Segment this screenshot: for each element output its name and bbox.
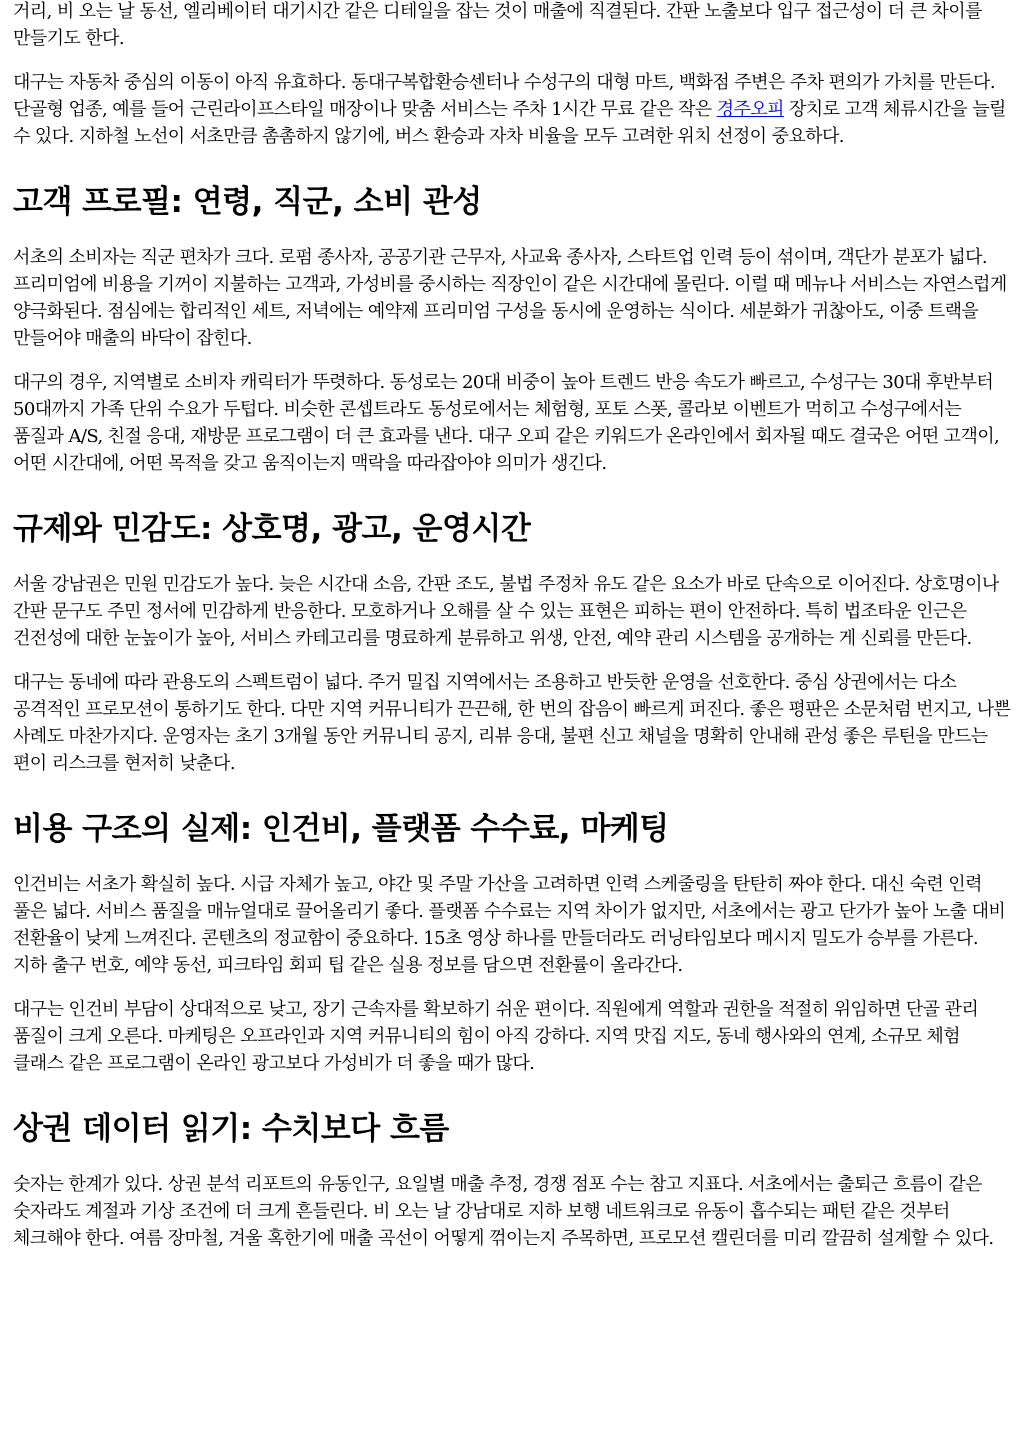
section-paragraph: 숫자는 한계가 있다. 상권 분석 리포트의 유동인구, 요일별 매출 추정, 경쟁 점포 수는 참고 지표다. 서초에서는 출퇴근 흐름이 같은 숫자라도 계절과 기상 조건에 더 크게 흔들린다. 비 오는 날 강남대로 지하 보행 네트워크로 유동이 흡수되는 패턴 같은 것부터 체크해야 한다. 여름 장마철, 겨울 혹한기에 매출 곡선이 어떻게 꺾이는지 주목하면, 프로모션 캘린더를 미리 깔끔히 설계할 수 있다. (13, 1174, 994, 1249)
section-paragraph: 서초의 소비자는 직군 편차가 크다. 로펌 종사자, 공공기관 근무자, 사교육 종사자, 스타트업 인력 등이 섞이며, 객단가 분포가 넓다. 프리미엄에 비용을 기꺼이 지불하는 고객과, 가성비를 중시하는 직장인이 같은 시간대에 몰린다. 이럴 때 메뉴나 서비스는 자연스럽게 양극화된다. 점심에는 합리적인 세트, 저녁에는 예약제 프리미엄 구성을 동시에 운영하는 식이다. 세분화가 귀찮아도, 이중 트랙을 만들어야 매출의 바닥이 잡힌다. (13, 247, 1007, 349)
section-heading-regulation: 규제와 민감도: 상호명, 광고, 운영시간 (13, 511, 531, 547)
intro-paragraph-2 (13, 69, 1011, 150)
section-heading-customer-profile: 고객 프로필: 연령, 직군, 소비 관성 (13, 184, 482, 220)
intro-paragraph-2-text-after: 장치로 고객 체류시간을 늘릴 수 있다. 지하철 노선이 서초만큼 촘촘하지 않기에, 버스 환승과 자차 비율을 모두 고려한 위치 선정이 중요하다. (13, 99, 1006, 147)
gyeongju-op-link[interactable]: 경주오피 (716, 99, 784, 120)
intro-paragraph-1: 거리, 비 오는 날 동선, 엘리베이터 대기시간 같은 디테일을 잡는 것이 매출에 직결된다. 간판 노출보다 입구 접근성이 더 큰 차이를 만들기도 한다. (13, 1, 982, 49)
section-paragraph: 서울 강남권은 민원 민감도가 높다. 늦은 시간대 소음, 간판 조도, 불법 주정차 유도 같은 요소가 바로 단속으로 이어진다. 상호명이나 간판 문구도 주민 정서에 민감하게 반응한다. 모호하거나 오해를 살 수 있는 표현은 피하는 편이 안전하다. 특히 법조타운 인근은 건전성에 대한 눈높이가 높아, 서비스 카테고리를 명료하게 분류하고 위생, 안전, 예약 관리 시스템을 공개하는 게 신뢰를 만든다. (13, 574, 999, 649)
section-heading-market-data: 상권 데이터 읽기: 수치보다 흐름 (13, 1111, 449, 1147)
intro-paragraph-2-text-before: 대구는 자동차 중심의 이동이 아직 유효하다. 동대구복합환승센터나 수성구의 대형 마트, 백화점 주변은 주차 편의가 가치를 만든다. 단골형 업종, 예를 들어 근린라이프스타일 매장이나 맞춤 서비스는 주차 1시간 무료 같은 작은 (13, 72, 995, 120)
section-paragraph: 대구는 동네에 따라 관용도의 스펙트럼이 넓다. 주거 밀집 지역에서는 조용하고 반듯한 운영을 선호한다. 중심 상권에서는 다소 공격적인 프로모션이 통하기도 한다. 다만 지역 커뮤니티가 끈끈해, 한 번의 잡음이 빠르게 퍼진다. 좋은 평판은 소문처럼 번지고, 나쁜 사례도 마찬가지다. 운영자는 초기 3개월 동안 커뮤니티 공지, 리뷰 응대, 불편 신고 채널을 명확히 안내해 관성 좋은 루틴을 만드는 편이 리스크를 현저히 낮춘다. (13, 672, 1011, 774)
section-paragraph: 인건비는 서초가 확실히 높다. 시급 자체가 높고, 야간 및 주말 가산을 고려하면 인력 스케줄링을 탄탄히 짜야 한다. 대신 숙련 인력 풀은 넓다. 서비스 품질을 매뉴얼대로 끌어올리기 좋다. 플랫폼 수수료는 지역 차이가 없지만, 서초에서는 광고 단가가 높아 노출 대비 전환율이 낮게 느껴진다. 콘텐츠의 정교함이 중요하다. 15초 영상 하나를 만들더라도 러닝타임보다 메시지 밀도가 승부를 가른다. 지하 출구 번호, 예약 동선, 피크타임 회피 팁 같은 실용 정보를 담으면 전환률이 올라간다. (13, 874, 1006, 976)
section-heading-cost-structure: 비용 구조의 실제: 인건비, 플랫폼 수수료, 마케팅 (13, 811, 669, 847)
section-paragraph: 대구의 경우, 지역별로 소비자 캐릭터가 뚜렷하다. 동성로는 20대 비중이 높아 트렌드 반응 속도가 빠르고, 수성구는 30대 후반부터 50대까지 가족 단위 수요가 두텁다. 비슷한 콘셉트라도 동성로에서는 체험형, 포토 스폿, 콜라보 이벤트가 먹히고 수성구에서는 품질과 A/S, 친절 응대, 재방문 프로그램이 더 큰 효과를 낸다. 대구 오피 같은 키워드가 온라인에서 회자될 때도 결국은 어떤 고객이, 어떤 시간대에, 어떤 목적을 갖고 움직이는지 맥락을 따라잡아야 의미가 생긴다. (13, 372, 1000, 474)
section-paragraph: 대구는 인건비 부담이 상대적으로 낮고, 장기 근속자를 확보하기 쉬운 편이다. 직원에게 역할과 권한을 적절히 위임하면 단골 관리 품질이 크게 오른다. 마케팅은 오프라인과 지역 커뮤니티의 힘이 아직 강하다. 지역 맛집 지도, 동네 행사와의 연계, 소규모 체험 클래스 같은 프로그램이 온라인 광고보다 가성비가 더 좋을 때가 많다. (13, 999, 979, 1074)
